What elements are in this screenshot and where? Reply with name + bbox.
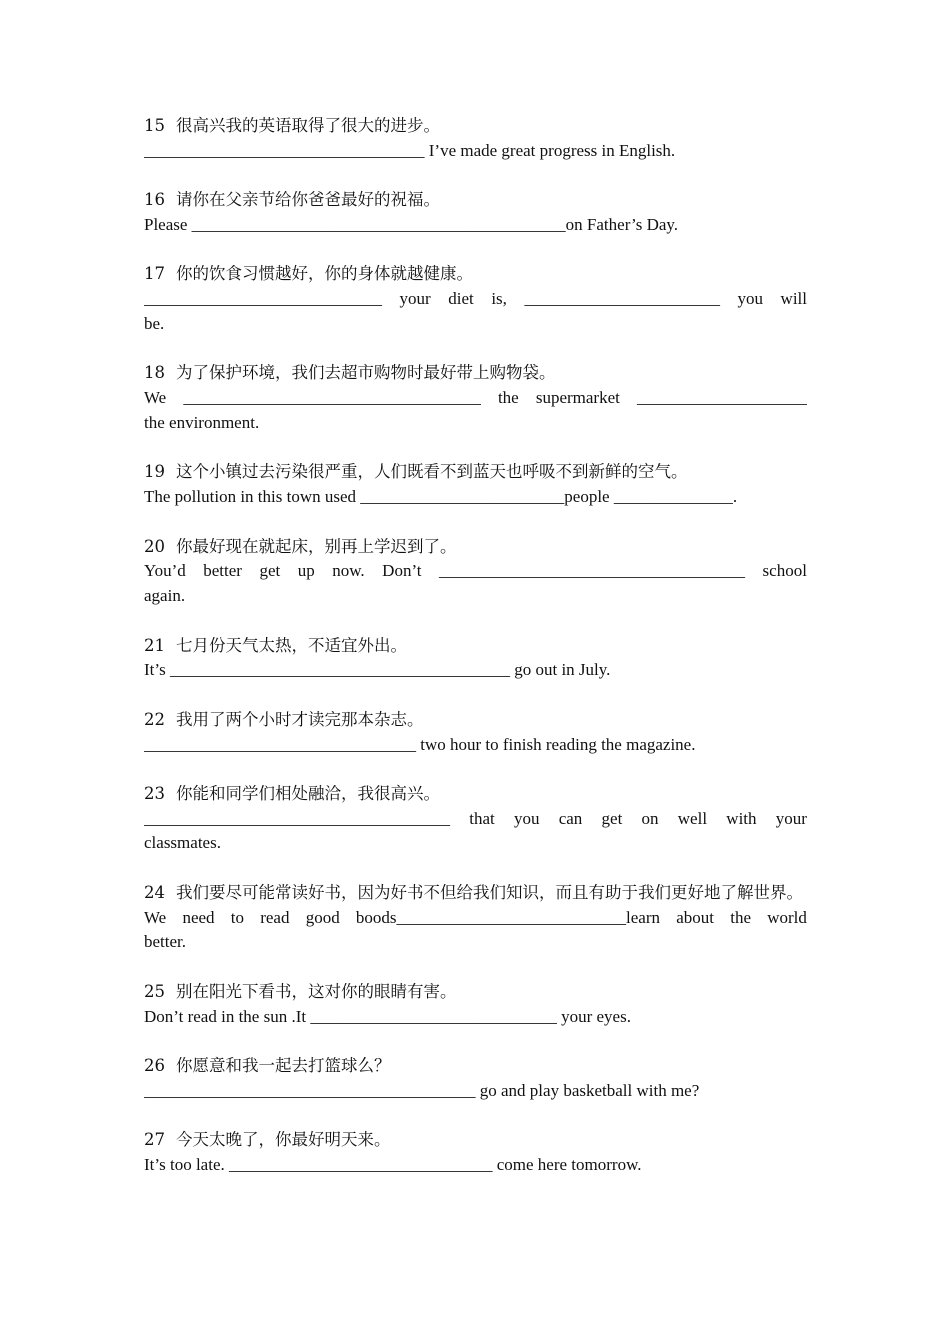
english-sentence: The pollution in this town used ________________________people ______________. <box>144 487 738 507</box>
exercise-item <box>144 980 807 1030</box>
english-sentence: Please ____________________________________________on Father’s Day. <box>144 214 679 234</box>
english-sentence-continued: the environment. <box>144 412 260 432</box>
exercise-item <box>144 634 807 684</box>
exercise-item <box>144 535 807 609</box>
exercise-item <box>144 708 807 758</box>
english-sentence: We need to read good boods___________________________learn about the world <box>144 907 807 927</box>
chinese-prompt: 19 这个小镇过去污染很严重，人们既看不到蓝天也呼吸不到新鲜的空气。 <box>144 462 688 482</box>
exercise-item <box>144 460 807 510</box>
english-sentence: ____________________________ your diet is, _______________________ you will <box>144 289 807 309</box>
english-sentence: You’d better get up now. Don’t ____________________________________ school <box>144 561 807 581</box>
english-sentence-continued: classmates. <box>144 833 221 853</box>
exercise-item <box>144 262 807 336</box>
english-sentence: _________________________________ I’ve made great progress in English. <box>144 140 676 160</box>
chinese-prompt: 22 我用了两个小时才读完那本杂志。 <box>144 709 424 729</box>
english-sentence: Don’t read in the sun .It _____________________________ your eyes. <box>144 1006 631 1026</box>
chinese-prompt: 26 你愿意和我一起去打篮球么？ <box>144 1056 391 1076</box>
exercise-item <box>144 361 807 435</box>
exercise-sheet <box>144 114 807 1202</box>
chinese-prompt: 27 今天太晚了，你最好明天来。 <box>144 1130 391 1150</box>
chinese-prompt: 21 七月份天气太热，不适宜外出。 <box>144 635 407 655</box>
english-sentence: It’s too late. _______________________________ come here tomorrow. <box>144 1155 642 1175</box>
english-sentence-continued: again. <box>144 586 186 606</box>
chinese-prompt: 25 别在阳光下看书，这对你的眼睛有害。 <box>144 981 457 1001</box>
exercise-item <box>144 782 807 856</box>
exercise-item <box>144 188 807 238</box>
english-sentence: We ___________________________________ the supermarket ____________________ <box>144 388 807 408</box>
exercise-item <box>144 114 807 164</box>
english-sentence: ________________________________ two hour to finish reading the magazine. <box>144 734 696 754</box>
chinese-prompt: 15 很高兴我的英语取得了很大的进步。 <box>144 116 440 135</box>
exercise-item <box>144 1128 807 1178</box>
chinese-prompt: 18 为了保护环境，我们去超市购物时最好带上购物袋。 <box>144 363 556 383</box>
chinese-prompt: 20 你最好现在就起床，别再上学迟到了。 <box>144 536 457 556</box>
chinese-prompt: 16 请你在父亲节给你爸爸最好的祝福。 <box>144 190 440 210</box>
english-sentence: ____________________________________ that you can get on well with your <box>144 808 807 828</box>
chinese-prompt: 17 你的饮食习惯越好，你的身体就越健康。 <box>144 264 473 284</box>
english-sentence: It’s ________________________________________ go out in July. <box>144 660 611 680</box>
english-sentence-continued: better. <box>144 932 187 952</box>
exercise-item <box>144 881 807 955</box>
chinese-prompt: 24 我们要尽可能常读好书，因为好书不但给我们知识，而且有助于我们更好地了解世界。 <box>144 882 803 902</box>
english-sentence: _______________________________________ go and play basketball with me? <box>144 1080 700 1100</box>
english-sentence-continued: be. <box>144 313 165 333</box>
chinese-prompt: 23 你能和同学们相处融洽，我很高兴。 <box>144 783 440 803</box>
exercise-item <box>144 1054 807 1104</box>
